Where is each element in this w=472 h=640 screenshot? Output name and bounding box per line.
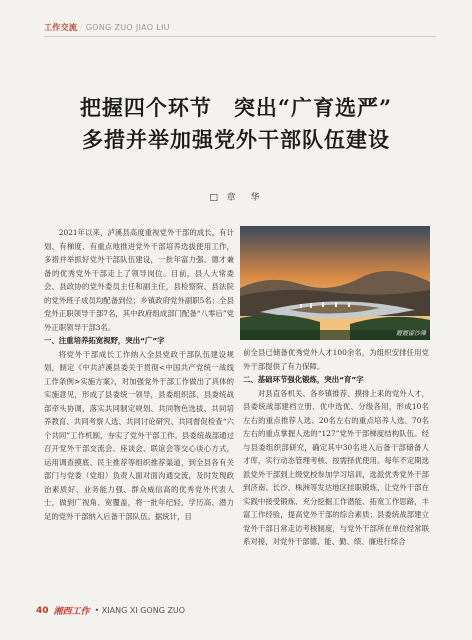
section-name: 工作交流 xyxy=(44,23,78,32)
article-title xyxy=(0,92,472,156)
paragraph: 2021年以来，泸溪县高度重视党外干部的成长，有计划、有梯度、有重点地推进党外干部培养选拔使用工作，多措并举抓好党外干部队伍建设，一批年富力强、德才兼备的优秀党外干部走上了领导岗位。目前，县人大常委会、县政协的党外委员主任和副主任，县检察院、县法院的党外班子成员均配备到位；乡镇政府党外副职5名；全县党外正职领导干部7名，其中政府组成部门配备“八零后”党外正职领导干部3名。 xyxy=(44,228,234,332)
paragraph: 对县直各机关、各乡镇推荐、摸排上来的党外人才，县委统战部建档立册、优中选优、分级各用，形成10名左右的重点推荐人选、20名左右的重点培养人选、70名左右的重点掌握人选的“127”党外干部梯度结构队伍。经与县委组织部研究，确定其中30名进入后备干部储备人才库，实行动态管理考核、按需择优使用。每年不定期选派党外干部到上级党校参加学习培训，选派优秀党外干部到济南、长沙、株洲等发达地区挂职锻炼，让党外干部在实践中接受锻炼、充分挖掘工作潜能、拓宽工作思路，丰富工作经验，提高党外干部的综合素质；县委统战部建立党外干部日常走访考核制度，与党外干部所在单位经常联系对接，对党外干部德、能、勤、绩、廉进行综合 xyxy=(243,388,429,546)
section-name-en: · GONG ZUO JIAO LIU xyxy=(80,23,170,32)
section-header xyxy=(44,22,170,33)
magazine-name-en: • XIANG XI GONG ZUO xyxy=(94,606,186,615)
page-number: 40 xyxy=(36,605,49,616)
left-column xyxy=(44,226,234,523)
page-footer xyxy=(36,604,185,617)
paragraph: 将党外干部成长工作纳入全县党政干部队伍建设规划，制定《中共泸溪县委关于贯彻<中国共产党统一战线工作条例>实施方案》，对加强党外干部工作做出了具体的实施意见，形成了县委统一领导，县委组织部、县委统战部牵头协调，落实共同制定规划、共同物色选拔、共同培养教育、共同考察人选、共同讨论研究、共同督促检查“六个共同”工作机制，夯实了党外干部工作。县委统战部通过召开党外干部交流会、座谈会、联谊会等交心谈心方式，运用调查摸底、民主推荐等组织推荐渠道，到全县各有关部门与党委（党组）负责人面对面沟通交流，及时发现政治素质好、业务能力强、群众威信高的优秀党外代表人士，做到广视角、宽覆盖，将一批年纪轻、学历高、潜力足的党外干部纳入后备干部队伍。据统计，目 xyxy=(44,349,234,521)
section-heading: 二、基础环节强化锻炼，突出“育”字 xyxy=(243,375,364,384)
landscape-illustration xyxy=(240,226,430,340)
magazine-logo: 湘西工作 xyxy=(53,607,90,617)
article-author: □ 章 华 xyxy=(209,193,263,203)
title-line-1: 把握四个环节 突出“广育选严” xyxy=(79,95,393,120)
landscape-photo xyxy=(240,226,430,340)
right-column xyxy=(243,346,429,549)
photo-caption: 霞霞留沙滩 xyxy=(395,330,426,337)
paragraph: 前全县已储备优秀党外人才100余名，为组织安排任用党外干部提供了有力保障。 xyxy=(243,348,429,371)
section-heading: 一、注重培养拓宽视野，突出“广”字 xyxy=(44,336,165,345)
title-line-2: 多措并举加强党外干部队伍建设 xyxy=(82,127,390,152)
header-divider xyxy=(44,36,436,37)
